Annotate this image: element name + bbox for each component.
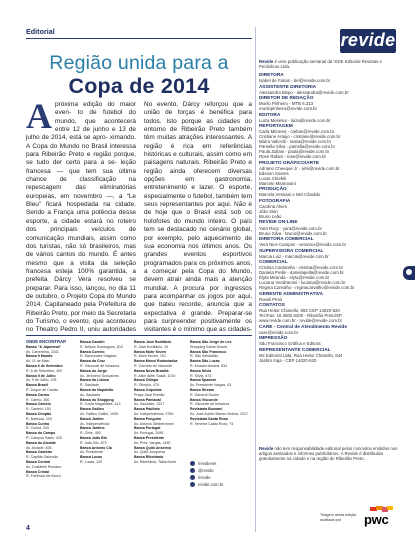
store-entry: Banca José Bonifácio bbox=[134, 340, 172, 344]
store-entry: R. Duque de Caxias bbox=[26, 387, 59, 392]
masthead-heading: REPORTAGEM bbox=[259, 124, 293, 130]
store-entry: R. Saudade bbox=[80, 383, 99, 388]
store-entry: Banca Presidente bbox=[134, 435, 165, 440]
store-entry: Av. Ribeirânia, Taiba Norte bbox=[134, 459, 177, 464]
store-entry: Av. Pres. Vargas, 1490 bbox=[134, 440, 171, 445]
store-entry: Banca Stream bbox=[190, 387, 214, 392]
pwc-text: pwc bbox=[364, 512, 389, 527]
masthead-heading: DIRETOR DE REDAÇÃO bbox=[259, 96, 314, 102]
store-entry: R. Tenente Catão Roxo, 74 bbox=[190, 421, 234, 426]
store-entry: Banca Cristal bbox=[26, 469, 49, 474]
masthead-line: Jardim Iraja - CEP 14020-520 bbox=[259, 357, 317, 363]
masthead-heading: CARE - Central de Atendimento Revide bbox=[259, 324, 347, 330]
column-divider bbox=[255, 27, 256, 532]
store-entry: Av. Portugal, 2095 bbox=[134, 431, 164, 436]
store-entry: Av. Independência bbox=[80, 421, 110, 426]
section-label: Editorial bbox=[26, 27, 55, 36]
social-label: /revidenet bbox=[198, 461, 217, 466]
article-text-left: próxima edição do maior even- to de futebol do mundo, que acontecerá entre 12 de junho e 13 de julho de 2014, está se apro- ximando. A Copa do Mundo no Brasil interessa para Ribeirão Preto e região porque, se tudo der certo para a se- leção francesa — que tem sua última chance de classificação na repescagem das eliminatórias europeias, em novembro —, a “Le Bleu” ficará hospedada na cidade. Sendo a França uma potência desse esporte, a cidade estará no roteiro dos principais veículos de comunicação mundiais, assim como dos turistas, não só brasileiros, mas de vários cantos do mundo. É antes mesmo que a visita da seleção francesa esteja 100% garantida, a prefeita Dárcy Vera resolveu se preparar. Para isso, lançou, no dia 11 de outubro, o Projeto Copa do Mundo 2014. Capitaneado pela Prefeitura de Ribeirão Preto, por meio da Secretaria do Turismo, o evento, que aconteceu no Theatro Pedro II, uniu autoridades bbox=[26, 101, 136, 334]
masthead-line: Marcelo Mantovani bbox=[259, 180, 296, 186]
store-entry: Praça José Romão bbox=[134, 392, 165, 397]
store-entry: Banca Chopão bbox=[26, 411, 52, 416]
web-icon bbox=[190, 482, 195, 487]
masthead-list bbox=[259, 73, 401, 363]
masthead-intro-brand: Revide bbox=[259, 59, 274, 64]
store-entry: R. São Sebastião bbox=[190, 354, 218, 359]
masthead-heading: DIRETORA COMERCIAL bbox=[259, 237, 314, 243]
store-entry: R. Carmo, 360 bbox=[26, 397, 50, 402]
masthead-line: Bruno Leão bbox=[259, 214, 282, 220]
store-entry: Banca do Shopping bbox=[80, 397, 114, 402]
store-entry: R. Mohr Kezen, 101 bbox=[134, 354, 166, 359]
store-entry: Av. Antonio Diederichsen bbox=[134, 421, 174, 426]
masthead-line: Mc Editorial Ltda. Rua Heitor Chiarello, 844 bbox=[259, 352, 343, 358]
store-entry: Banca Pantanal bbox=[134, 397, 161, 402]
logo-text: revide bbox=[340, 30, 396, 50]
masthead-line: murilopinheiro@revide.com.br bbox=[259, 106, 318, 112]
store-entry: Av. Independência, 3780 bbox=[134, 411, 174, 416]
masthead-heading: CONTATOS bbox=[259, 303, 285, 309]
social-twitter[interactable] bbox=[190, 467, 252, 474]
store-entry: Banca Brasil bbox=[26, 383, 48, 388]
drop-cap: A bbox=[26, 101, 52, 136]
masthead-line: Maíra Valicelli - maira@revide.com.br bbox=[259, 139, 332, 145]
store-entry: Banca Visconde bbox=[190, 397, 218, 402]
masthead bbox=[259, 59, 401, 444]
masthead-line: Bruno Silva - bruno@revide.com.br bbox=[259, 230, 327, 236]
audit-note: Tiragem desta edição auditada por bbox=[320, 513, 357, 522]
masthead-line: Isabel de Farias - bel@revide.com.br bbox=[259, 78, 331, 84]
masthead-line: Regina Carvalho - reginacarvalho@revide.com.br bbox=[259, 285, 355, 291]
masthead-line: Vera Nice Campos - veranice@revide.com.br bbox=[259, 242, 347, 248]
top-rule bbox=[26, 38, 252, 39]
masthead-line: Carolina Alves bbox=[259, 203, 287, 209]
masthead-heading: SUPERVISORA COMERCIAL bbox=[259, 248, 324, 254]
masthead-heading: DIRETORA bbox=[259, 73, 284, 79]
masthead-intro bbox=[259, 59, 401, 69]
masthead-heading: EDITORA bbox=[259, 112, 281, 118]
masthead-line: www.revide.com.br - revide@revide.com.br bbox=[259, 318, 343, 324]
store-entry: Av. Presidente bbox=[80, 450, 104, 455]
mid-rule bbox=[26, 335, 252, 336]
store-entry: Banca Spadoni bbox=[190, 378, 216, 383]
store-entry: Banca Ribeirânia bbox=[134, 455, 164, 460]
store-entry: Banca Cunha bbox=[26, 421, 49, 426]
article-text-right: No evento, Dárcy reforçou que a união de forças é benéfica para todos. Isto porque as cidades do entorno de Ribeirão Preto também têm muitas atrações interessantes. A região é rica em referências históricas e culturais, assim como em paisagens naturais. Ribeirão Preto e região ainda oferecem diversas opções em gastronomia, entretenimento e lazer. O esporte, especialmente o futebol, também tem seus representantes por aqui. Não é de hoje que o Brasil está sob os holofotes do mundo inteiro. O país tem se destacado no cenário global, por exemplo, pelo aquecimento de sua economia nos últimos anos. Os grandes eventos esportivos programados para os próximos anos, a começar pela Copa do Mundo, devem atrair ainda mais a atenção mundial. A procura por ingressos para acompanhar os jogos por aqui, que bateu recorde, anuncia que a expectativa é grande. Preparar-se para surpreender positivamente os visitantes é o mínimo que as cidades- bbox=[144, 101, 252, 334]
store-entry: R. Campos Sales, 425 bbox=[26, 435, 62, 440]
store-entry: Banca do Jorge bbox=[80, 368, 107, 373]
masthead-line: Cristina Cantarella - cristina@revide.com.br bbox=[259, 265, 344, 271]
store-entry: Av. Presidente Vargas, 43 bbox=[190, 383, 232, 388]
masthead-line: Yara Racy - yara@revide.com.br bbox=[259, 225, 322, 231]
store-entry: R. Olímpio, 470 bbox=[134, 383, 159, 388]
disclaimer bbox=[259, 446, 401, 492]
masthead-heading: ASSISTENTE DIRETORIA bbox=[259, 84, 317, 90]
store-entry: Banca Paulista bbox=[134, 407, 160, 412]
article-column-right bbox=[144, 101, 252, 334]
store-entry: Banca 9 de Julho bbox=[26, 373, 56, 378]
masthead-heading: IMPRESSÃO bbox=[259, 336, 288, 342]
store-entry: Revistaria Busnani bbox=[190, 407, 223, 412]
store-entry: Banca "A Japonesa" bbox=[26, 344, 62, 349]
store-entry: R. Marcondes Salgado bbox=[80, 354, 117, 359]
masthead-line: Tel./Fax: 16 3602.5200 - Ribeirão Preto/SP bbox=[259, 313, 342, 319]
store-entry: Banca do Napoleão bbox=[80, 387, 114, 392]
store-entry: Banca Portugal bbox=[134, 426, 161, 431]
masthead-heading: GERENTE ADMINISTRATIVA bbox=[259, 291, 324, 297]
masthead-line: Marcia Luiz - marcia@revide.com.br bbox=[259, 253, 329, 259]
store-entry: Banca Antonio Cia bbox=[80, 445, 112, 450]
social-label: /revide bbox=[198, 475, 211, 480]
store-entry: Banca Penguim bbox=[134, 416, 161, 421]
page-number: 4 bbox=[26, 525, 30, 532]
store-entry: Banca Olimpo bbox=[134, 378, 159, 383]
store-entry: Banca Nova Brasília bbox=[134, 368, 169, 373]
article-column-left bbox=[26, 101, 136, 334]
store-entry: Av. Alcalde, 835 bbox=[26, 445, 52, 450]
store-entry: Av. 11 de Maio bbox=[26, 359, 50, 364]
store-column-3 bbox=[134, 340, 180, 465]
store-entry: R. 6 de Setembro, 400 bbox=[26, 368, 63, 373]
store-entry: Banca Sílvia bbox=[190, 368, 212, 373]
masthead-line: Paula Zullani - paula@revide.com.br bbox=[259, 149, 330, 155]
store-column-3-items bbox=[134, 340, 180, 465]
store-entry: Av. Jerônimo Gonçalves bbox=[80, 373, 119, 378]
store-entry: R. Castelo, 150 bbox=[26, 407, 51, 412]
store-entry: Av. Costábile Romano bbox=[26, 464, 62, 469]
store-entry: Banca Lucas bbox=[80, 455, 103, 460]
masthead-line: Edeson Soares bbox=[259, 170, 289, 176]
store-entry: Banca Galileu bbox=[80, 407, 104, 412]
masthead-line: Carla Mimessi - carlam@revide.com.br bbox=[259, 129, 335, 135]
store-entry: Av. Saudade, 1227 bbox=[134, 402, 165, 407]
store-entry: Av. Carrerinha, 2341 bbox=[26, 349, 59, 354]
masthead-line: Roseli Pires bbox=[259, 296, 283, 302]
store-entry: R. Alice Além Saadi, 1010 bbox=[134, 373, 176, 378]
twitter-icon bbox=[190, 468, 195, 473]
masthead-line: Pamella Silva - pamella@revide.com.br bbox=[259, 144, 336, 150]
page-tab bbox=[403, 266, 415, 280]
store-entry: Av. Quiló Junqueira bbox=[134, 450, 166, 455]
store-entry: R. Visconde de Inhaúma bbox=[80, 363, 120, 368]
store-column-1 bbox=[26, 340, 72, 479]
masthead-line: São Francisco Gráfica e Editora bbox=[259, 341, 321, 347]
store-entry: R. Nelson Domingues, 812 bbox=[80, 344, 123, 349]
store-entry: Banca Jardim bbox=[80, 416, 104, 421]
social-links bbox=[190, 460, 252, 488]
masthead-line: Murilo Pinheiro - MTB 6.313 bbox=[259, 101, 314, 107]
store-column-2 bbox=[80, 340, 126, 465]
store-entry: R. José Bonifácio, 15 bbox=[134, 344, 168, 349]
headline-line-2: Copa de 2014 bbox=[68, 74, 210, 98]
masthead-line: Cristiane Araújo - cristiane@revide.com.br bbox=[259, 134, 341, 140]
social-facebook[interactable] bbox=[190, 460, 252, 467]
store-entry: R. Lucas, 120 bbox=[80, 459, 103, 464]
store-entry: R. Cunha, 200 bbox=[26, 426, 50, 431]
masthead-heading: PRODUÇÃO bbox=[259, 187, 287, 193]
store-entry: R. Chile, 450 bbox=[80, 431, 101, 436]
store-entry: R. João Bin, 870 bbox=[80, 440, 107, 445]
disclaimer-brand: Revide bbox=[259, 446, 274, 451]
store-entry: R. Visconde de Inhaúma bbox=[190, 402, 230, 407]
store-column-2-items bbox=[80, 340, 126, 465]
masthead-line: Daniela Prelle - danielapella@revide.com.br bbox=[259, 270, 344, 276]
store-entry: Revistaria Santa Rosa bbox=[190, 416, 228, 421]
youtube-icon bbox=[190, 475, 195, 480]
store-entry: Banca Cavalin bbox=[80, 340, 105, 344]
masthead-line: Luiza Meireles - luiza@revide.com.br bbox=[259, 117, 331, 123]
store-entry: R. Costa Magalhães, 413 bbox=[80, 402, 121, 407]
masthead-line: Alessandra Bispo - alessandra@revide.com.br bbox=[259, 89, 349, 95]
facebook-icon bbox=[190, 461, 195, 466]
masthead-heading: REPRESENTANTE COMERCIAL bbox=[259, 347, 331, 353]
store-entry: Banca São Jorge de Lex bbox=[190, 340, 232, 344]
store-entry: Banca do Lisboa bbox=[80, 378, 109, 383]
store-entry: R. Barbosa, 100 bbox=[26, 416, 52, 421]
store-entry: Banca Jardins bbox=[80, 426, 105, 431]
revide-logo bbox=[340, 29, 396, 53]
store-entry: R. General Osório bbox=[190, 392, 219, 397]
masthead-heading: PROJETO GRÁFICO/ARTE bbox=[259, 160, 320, 166]
store-column-4-items bbox=[190, 340, 250, 426]
store-column-1-items bbox=[26, 345, 72, 479]
disclaimer-text: não tem responsabilidade editorial pelos conceitos emitidos nos artigos assinados e informes publicitários. A Revide é distribuída gratuitamente na cidade e na região de Ribeirão Preto. bbox=[259, 446, 398, 462]
masthead-heading: FOTOGRAFIA bbox=[259, 198, 291, 204]
tab-dot-icon bbox=[406, 269, 412, 275]
headline-line-1: Região unida para a bbox=[49, 52, 229, 74]
store-entry: R. Capitão Salomão bbox=[26, 455, 59, 460]
store-entry: Banca Castelar bbox=[26, 450, 52, 455]
masthead-line: Marcela Versiani e Mel Cândido bbox=[259, 192, 321, 198]
masthead-line: Adriano Cheeque Jr - arte@revide.com.br bbox=[259, 165, 340, 171]
store-entry: Av. José Adolfo Bianco Molina, 2317 bbox=[190, 411, 249, 416]
store-entry: Av. 9 de Julho, 378 bbox=[26, 378, 57, 383]
masthead-line: Elyta Miranda - elyta@revide.com.br bbox=[259, 275, 330, 281]
masthead-intro-text: é uma publicação semanal da VIDE Editorial Revistas e Periódicos Ltda. bbox=[259, 59, 382, 70]
store-entry: Banca São Francisco bbox=[190, 349, 227, 354]
store-column-4 bbox=[190, 340, 250, 426]
store-entry: Banca São Lucas bbox=[190, 359, 220, 364]
pwc-logo bbox=[362, 506, 402, 526]
store-entry: Banca Mossi Rodovianka bbox=[134, 359, 178, 364]
store-entry: Banca da Cruz bbox=[80, 359, 105, 364]
masthead-line: Rua Heitor Chiarello, 882 CEP 14020-520 bbox=[259, 308, 340, 314]
article-body bbox=[26, 101, 252, 334]
store-entry: Banca Correio bbox=[80, 349, 105, 354]
masthead-heading: COMERCIAL bbox=[259, 259, 288, 265]
store-entry: Av. Galileu Galilei, 1005 bbox=[80, 411, 119, 416]
store-entry: Shopping Santa Úrsula bbox=[190, 344, 227, 349]
social-label: @revide bbox=[198, 468, 214, 473]
store-entry: Av. Saudade bbox=[80, 392, 101, 397]
masthead-line: Lucas Chiefeli bbox=[259, 175, 287, 181]
store-entry: Banca 9 Mundo bbox=[26, 354, 53, 359]
store-entry: Banca Mohr Kezen bbox=[134, 349, 167, 354]
store-entry: Banca Carmo bbox=[26, 392, 50, 397]
masthead-line: Júlio Sian bbox=[259, 209, 278, 214]
store-entry: Banca do Campo bbox=[26, 431, 56, 436]
store-entry: R. Florêncio de Abreu bbox=[26, 474, 61, 479]
store-entry: Banca Castelo bbox=[26, 402, 51, 407]
social-web[interactable] bbox=[190, 481, 252, 488]
social-label: revide.com.br bbox=[198, 482, 224, 487]
store-entry: R. Cerrado do Visconde bbox=[134, 363, 173, 368]
masthead-line: Luciana Vendramini - luciana@revide.com.br bbox=[259, 280, 346, 286]
store-list-title: ONDE ENCONTRAR bbox=[26, 340, 67, 344]
store-entry: Banca Orquídea bbox=[134, 387, 162, 392]
masthead-line: care@revide.com.br bbox=[259, 329, 299, 335]
store-entry: Banca Central bbox=[26, 459, 51, 464]
store-entry: R. Sílvia, 874 bbox=[190, 373, 212, 378]
masthead-heading: REVIDE ON-LINE bbox=[259, 220, 298, 226]
masthead-line: Rose Rafani - rose@revide.com.br bbox=[259, 154, 326, 160]
store-entry: Banca João Bin bbox=[80, 435, 107, 440]
store-entry: Banca 6 de Setembro bbox=[26, 363, 63, 368]
store-entry: Banca do Alcalde bbox=[26, 440, 56, 445]
store-entry: R. Amador Amaral, 634 bbox=[190, 363, 228, 368]
social-youtube[interactable] bbox=[190, 474, 252, 481]
store-entry: Banca Quiló Anselmo bbox=[134, 445, 172, 450]
